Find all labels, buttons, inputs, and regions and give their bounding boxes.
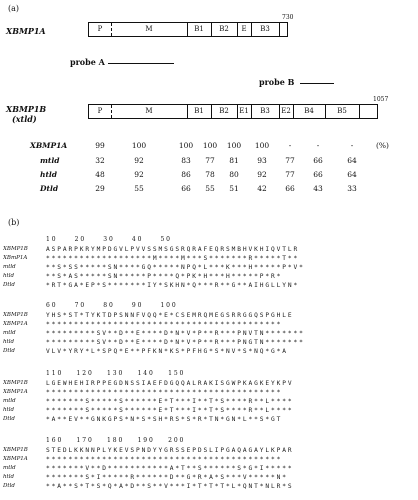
cell: 66 bbox=[313, 170, 323, 179]
sequence-name: Dtld bbox=[3, 483, 15, 489]
cell: - bbox=[288, 141, 292, 150]
cell: 92 bbox=[134, 156, 144, 165]
sequence-name: Dtld bbox=[3, 282, 15, 288]
sequence-row bbox=[0, 339, 418, 348]
domain-b2: B2 bbox=[211, 23, 238, 36]
cell: 66 bbox=[285, 184, 295, 193]
alignment-block bbox=[0, 370, 418, 430]
domain-b5: B5 bbox=[325, 105, 360, 118]
sequence-row bbox=[0, 246, 418, 255]
cell: 100 bbox=[202, 141, 218, 150]
sequence-text: VLV*YRY*L*SPQ*E**PFKN*KS*PFHG*S*NV*S*NQ*G*A bbox=[46, 348, 288, 355]
domain-b2: B2 bbox=[211, 105, 238, 118]
sequence-text: ****************************************** bbox=[46, 389, 283, 396]
cell: 48 bbox=[95, 170, 105, 179]
domain-m: M bbox=[111, 105, 188, 118]
sequence-name: mtld bbox=[3, 330, 16, 336]
sequence-row bbox=[0, 474, 418, 483]
cell: - bbox=[316, 141, 320, 150]
panel-a-label: (a) bbox=[8, 4, 20, 13]
sequence-name: mtld bbox=[3, 465, 16, 471]
sequence-row bbox=[0, 389, 418, 398]
cell: 93 bbox=[257, 156, 267, 165]
sequence-name: mtld bbox=[3, 398, 16, 404]
sequence-name: XBMP1A bbox=[3, 389, 28, 395]
cell: 100 bbox=[178, 141, 194, 150]
domain-b3: B3 bbox=[251, 23, 280, 36]
sequence-text: STEDLKKNNPLYKEVSPNDYYGRSSEPDSLIPGAQAGAYLKPAR bbox=[46, 447, 294, 454]
sequence-row bbox=[0, 273, 418, 282]
table-row bbox=[0, 141, 418, 151]
percent-unit: (%) bbox=[376, 141, 389, 150]
alignment-block bbox=[0, 302, 418, 362]
sequence-row bbox=[0, 416, 418, 425]
domain-e2: E2 bbox=[279, 105, 294, 118]
cell: 77 bbox=[205, 156, 215, 165]
cell: 86 bbox=[181, 170, 191, 179]
domain-b3: B3 bbox=[251, 105, 280, 118]
sequence-row bbox=[0, 264, 418, 273]
table-row bbox=[0, 170, 418, 180]
sequence-text: YHS*ST*TYKTDPSNNFVQQ*E*CSEMRQMEGSRRGGQSPGHLE bbox=[46, 312, 294, 319]
sequence-row bbox=[0, 398, 418, 407]
sequence-name: XBMP1B bbox=[3, 380, 28, 386]
sequence-text: ****************************************** bbox=[46, 321, 283, 328]
cell: 66 bbox=[313, 156, 323, 165]
sequence-row bbox=[0, 348, 418, 357]
cell: 51 bbox=[229, 184, 239, 193]
sequence-row bbox=[0, 312, 418, 321]
sequence-text: *******S*****S******E*T***I**T*S****R**L**** bbox=[46, 407, 294, 414]
cell: 99 bbox=[95, 141, 105, 150]
domain-p: P bbox=[89, 23, 112, 36]
probe-b-line bbox=[300, 83, 334, 84]
cell: 33 bbox=[347, 184, 357, 193]
cell: 77 bbox=[285, 156, 295, 165]
row-label: Dtld bbox=[40, 184, 59, 193]
sequence-row bbox=[0, 465, 418, 474]
xbmp1b-end-number: 1057 bbox=[373, 96, 389, 103]
sequence-row bbox=[0, 255, 418, 264]
xbmp1b-name: XBMP1B bbox=[6, 104, 47, 114]
sequence-row bbox=[0, 321, 418, 330]
row-label: htld bbox=[40, 170, 58, 179]
sequence-name: Dtld bbox=[3, 416, 15, 422]
sequence-row bbox=[0, 282, 418, 291]
sequence-row bbox=[0, 447, 418, 456]
alignment-block bbox=[0, 236, 418, 296]
cell: 77 bbox=[285, 170, 295, 179]
xbmp1a-end-number: 730 bbox=[282, 14, 294, 21]
table-row bbox=[0, 156, 418, 166]
sequence-text: **A**S*T*S*Q*A*D**S**V***I*T*T*T*L*QNT*NLR*S bbox=[46, 483, 294, 490]
sequence-text: *******************M****M***S*******R*****T** bbox=[46, 255, 300, 262]
sequence-row bbox=[0, 456, 418, 465]
sequence-text: *******S*****S******E*T***I**T*S****R**L**** bbox=[46, 398, 294, 405]
cell: 100 bbox=[226, 141, 242, 150]
sequence-text: *A**EV**GNKGPS*N*S*SH*RS*S*R*TN*GN*L**S*GT bbox=[46, 416, 283, 423]
sequence-name: htld bbox=[3, 474, 15, 480]
domain-e1: E1 bbox=[237, 105, 252, 118]
xbmp1b-alt-name: (xtld) bbox=[12, 114, 37, 124]
domain-p: P bbox=[89, 105, 112, 118]
sequence-text: **S*AS*****SN*****P****Q*PK*H***H*****P*R* bbox=[46, 273, 283, 280]
sequence-row bbox=[0, 330, 418, 339]
sequence-text: **S*SS*****SN****GQ*****NPQ*L***K***H*****P*V* bbox=[46, 264, 305, 271]
probe-a-line bbox=[108, 63, 174, 64]
cell: 92 bbox=[257, 170, 267, 179]
cell: 29 bbox=[95, 184, 105, 193]
sequence-name: XBMP1B bbox=[3, 312, 28, 318]
sequence-row bbox=[0, 407, 418, 416]
sequence-text: *RT*GA*EP*S*******IY*SKHN*Q***R**G**AIHGLLYN* bbox=[46, 282, 300, 289]
sequence-text: *********SV**D**E****D*N*V*P**R***PNVTN******* bbox=[46, 330, 305, 337]
sequence-text: *******V**D***********A*T**S******S*G*I***** bbox=[46, 465, 294, 472]
sequence-text: *******S*I*****R******D**G*R*A*S***V*****N* bbox=[46, 474, 288, 481]
sequence-row bbox=[0, 483, 418, 492]
sequence-text: LGEWHEHIRPPEGDNSSIAEFDGQQALRAKISGWPKAGKEYKPV bbox=[46, 380, 294, 387]
xbmp1b-domain-map bbox=[88, 104, 378, 119]
cell: 92 bbox=[134, 170, 144, 179]
cell: - bbox=[350, 141, 354, 150]
panel-b-label: (b) bbox=[8, 218, 20, 227]
position-ticks: 1 1 0 1 2 0 1 3 0 1 4 0 1 5 0 bbox=[46, 370, 184, 377]
sequence-name: XBMP1A bbox=[3, 456, 28, 462]
domain-m: M bbox=[111, 23, 188, 36]
cell: 55 bbox=[205, 184, 215, 193]
sequence-text: ASPARPKRYMPDGVLPVVSSMSGSRQRAFEQRSMBHVKHIQVTLR bbox=[46, 246, 300, 253]
cell: 100 bbox=[131, 141, 147, 150]
cell: 32 bbox=[95, 156, 105, 165]
xbmp1a-domain-map bbox=[88, 22, 288, 37]
cell: 64 bbox=[347, 156, 357, 165]
sequence-name: htld bbox=[3, 407, 15, 413]
domain-b1: B1 bbox=[187, 105, 212, 118]
cell: 64 bbox=[347, 170, 357, 179]
xbmp1a-name: XBMP1A bbox=[6, 26, 46, 36]
position-ticks: 1 6 0 1 7 0 1 8 0 1 9 0 2 0 0 bbox=[46, 437, 184, 444]
sequence-text: *********SV**D**E****D*N*V*P**R***PNGTN******* bbox=[46, 339, 305, 346]
cell: 43 bbox=[313, 184, 323, 193]
alignment-block bbox=[0, 437, 418, 497]
domain-b1: B1 bbox=[187, 23, 212, 36]
sequence-row bbox=[0, 380, 418, 389]
sequence-name: XBMP1A bbox=[3, 321, 28, 327]
sequence-name: mtld bbox=[3, 264, 16, 270]
sequence-name: XBMP1B bbox=[3, 447, 28, 453]
sequence-name: XBmP1A bbox=[3, 255, 28, 261]
cell: 81 bbox=[229, 156, 239, 165]
sequence-name: htld bbox=[3, 273, 15, 279]
cell: 66 bbox=[181, 184, 191, 193]
cell: 83 bbox=[181, 156, 191, 165]
cell: 80 bbox=[229, 170, 239, 179]
cell: 55 bbox=[134, 184, 144, 193]
row-label: mtld bbox=[40, 156, 60, 165]
row-label: XBMP1A bbox=[30, 141, 68, 150]
sequence-name: Dtld bbox=[3, 348, 15, 354]
probe-b-label: probe B bbox=[259, 77, 295, 87]
table-row bbox=[0, 184, 418, 194]
probe-a-label: probe A bbox=[70, 57, 105, 67]
position-ticks: 1 0 2 0 3 0 4 0 5 0 bbox=[46, 236, 170, 243]
sequence-name: htld bbox=[3, 339, 15, 345]
cell: 100 bbox=[254, 141, 270, 150]
sequence-text: ****************************************** bbox=[46, 456, 283, 463]
cell: 42 bbox=[257, 184, 267, 193]
sequence-name: XBMP1B bbox=[3, 246, 28, 252]
domain-e: E bbox=[237, 23, 252, 36]
cell: 78 bbox=[205, 170, 215, 179]
position-ticks: 6 0 7 0 8 0 9 0 1 0 0 bbox=[46, 302, 176, 309]
domain-b4: B4 bbox=[293, 105, 326, 118]
